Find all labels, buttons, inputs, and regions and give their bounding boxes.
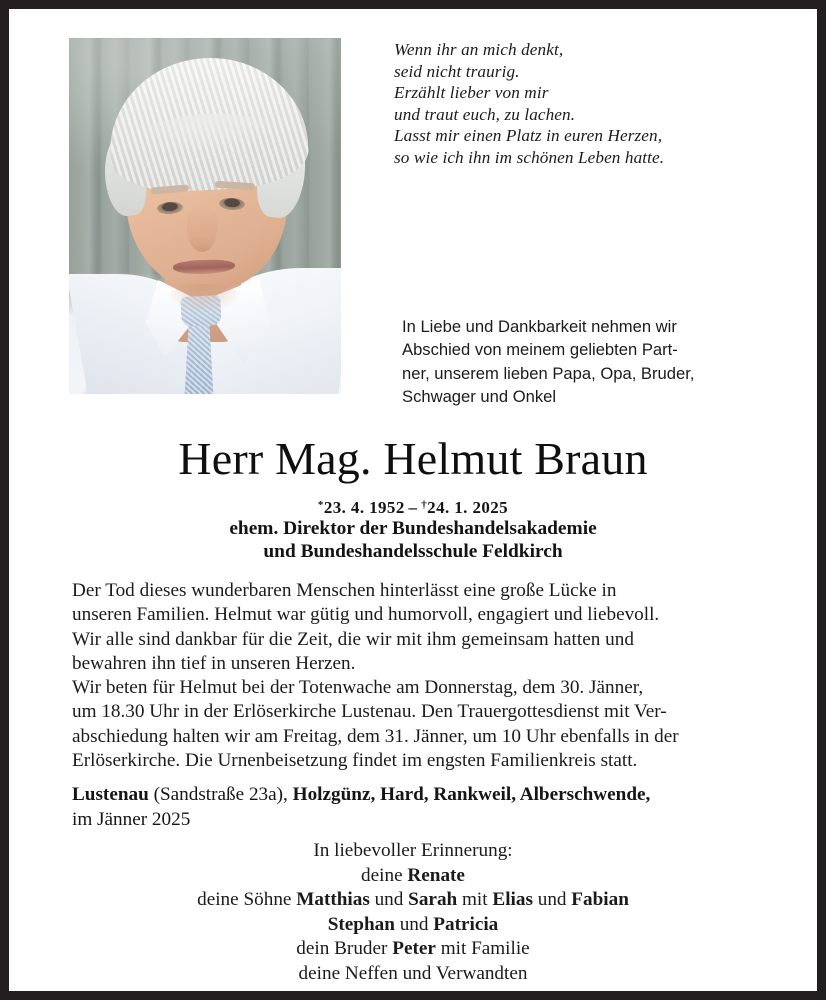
places-and-date <box>72 783 782 832</box>
survivor-name: Elias <box>492 889 533 911</box>
survivor-line <box>9 937 817 962</box>
survivor-prefix: deine <box>361 864 408 886</box>
survivor-name: Sarah <box>408 889 458 911</box>
body-paragraph-1 <box>72 579 778 676</box>
survivor-line <box>9 864 817 889</box>
intro-line: ner, unserem lieben Papa, Opa, Bruder, <box>402 363 695 383</box>
role-line: und Bundeshandelsschule Feldkirch <box>263 541 563 562</box>
poem-line: seid nicht traurig. <box>394 61 520 81</box>
survivor-line: deine Neffen und Verwandten <box>298 962 528 984</box>
notice-date: im Jänner 2025 <box>72 808 191 830</box>
place-others: Holzgünz, Hard, Rankweil, Alberschwende, <box>292 784 651 805</box>
birth-date: 23. 4. 1952 <box>323 498 405 517</box>
place-address: (Sandstraße 23a), <box>148 784 293 805</box>
intro-line <box>402 338 778 361</box>
poem-line: Lasst mir einen Platz in euren Herzen, <box>394 126 663 146</box>
body-line: um 18.30 Uhr in der Erlöserkirche Lustenau. Den Trauergottesdienst mit Ver- <box>72 701 667 723</box>
survivor-name: Renate <box>407 864 465 886</box>
intro-line-text: In Liebe und Dankbarkeit nehmen wir <box>402 317 677 336</box>
body-line-text: Der Tod dieses wunderbaren Menschen hinterlässt eine große Lücke in <box>72 580 617 601</box>
body-line: unseren Familien. Helmut war gütig und humorvoll, engagiert und liebevoll. <box>72 604 660 626</box>
survivor-conjunction: und <box>532 889 572 911</box>
memorial-poem <box>394 39 774 169</box>
poem-line: und traut euch, zu lachen. <box>394 104 576 124</box>
intro-line: Schwager und Onkel <box>402 387 557 407</box>
place-city: Lustenau <box>72 784 149 805</box>
poem-line: so wie ich ihn im schönen Leben hatte. <box>394 147 665 167</box>
body-paragraph-2 <box>72 676 778 773</box>
deceased-name: Herr Mag. Helmut Braun <box>178 433 648 484</box>
body-line: Erlöserkirche. Die Urnenbeisetzung findet im engsten Familienkreis statt. <box>72 750 638 772</box>
poem-line: Erzählt lieber von mir <box>394 83 549 103</box>
survivor-line <box>9 888 817 913</box>
photo-overlay <box>69 38 341 394</box>
intro-line-text: Abschied von meinem geliebten Part- <box>402 340 678 360</box>
memory-heading: In liebevoller Erinnerung: <box>313 840 513 861</box>
body-line <box>72 579 778 603</box>
survivors-list <box>9 839 817 987</box>
survivor-line <box>9 913 817 938</box>
farewell-intro <box>402 315 778 409</box>
life-dates <box>9 495 817 518</box>
intro-line <box>402 315 778 338</box>
portrait-photo <box>69 38 341 394</box>
survivor-name: Patricia <box>433 913 499 935</box>
body-line: abschiedung halten wir am Freitag, dem 31. Jänner, um 10 Uhr ebenfalls in der <box>72 725 679 747</box>
body-line: bewahren ihn tief in unseren Herzen. <box>72 652 356 674</box>
survivor-suffix: mit Familie <box>435 938 530 960</box>
survivor-conjunction: mit <box>457 889 493 911</box>
survivor-name: Matthias <box>296 889 370 911</box>
notice-inner <box>9 9 817 991</box>
role-line: ehem. Direktor der Bundeshandelsakademie <box>229 518 597 539</box>
body-line: Wir beten für Helmut bei der Totenwache am Donnerstag, dem 30. Jänner, <box>72 677 644 699</box>
survivor-name: Stephan <box>327 913 395 935</box>
survivor-conjunction: und <box>394 913 434 935</box>
deceased-role <box>9 517 817 563</box>
survivor-name: Fabian <box>571 889 629 911</box>
survivor-prefix: dein Bruder <box>296 938 393 960</box>
survivor-name: Peter <box>392 938 436 960</box>
survivor-prefix: deine Söhne <box>197 889 297 911</box>
date-separator: – <box>408 498 418 517</box>
death-symbol: † <box>421 499 428 511</box>
poem-line: Wenn ihr an mich denkt, <box>394 40 564 59</box>
obituary-body <box>72 579 778 773</box>
survivor-conjunction: und <box>369 889 409 911</box>
death-date: 24. 1. 2025 <box>427 498 509 517</box>
body-line <box>72 628 778 652</box>
birth-symbol: * <box>317 499 324 511</box>
body-line-text: Wir alle sind dankbar für die Zeit, die wir mit ihm gemeinsam hatten und <box>72 628 634 650</box>
places-line <box>72 783 782 808</box>
